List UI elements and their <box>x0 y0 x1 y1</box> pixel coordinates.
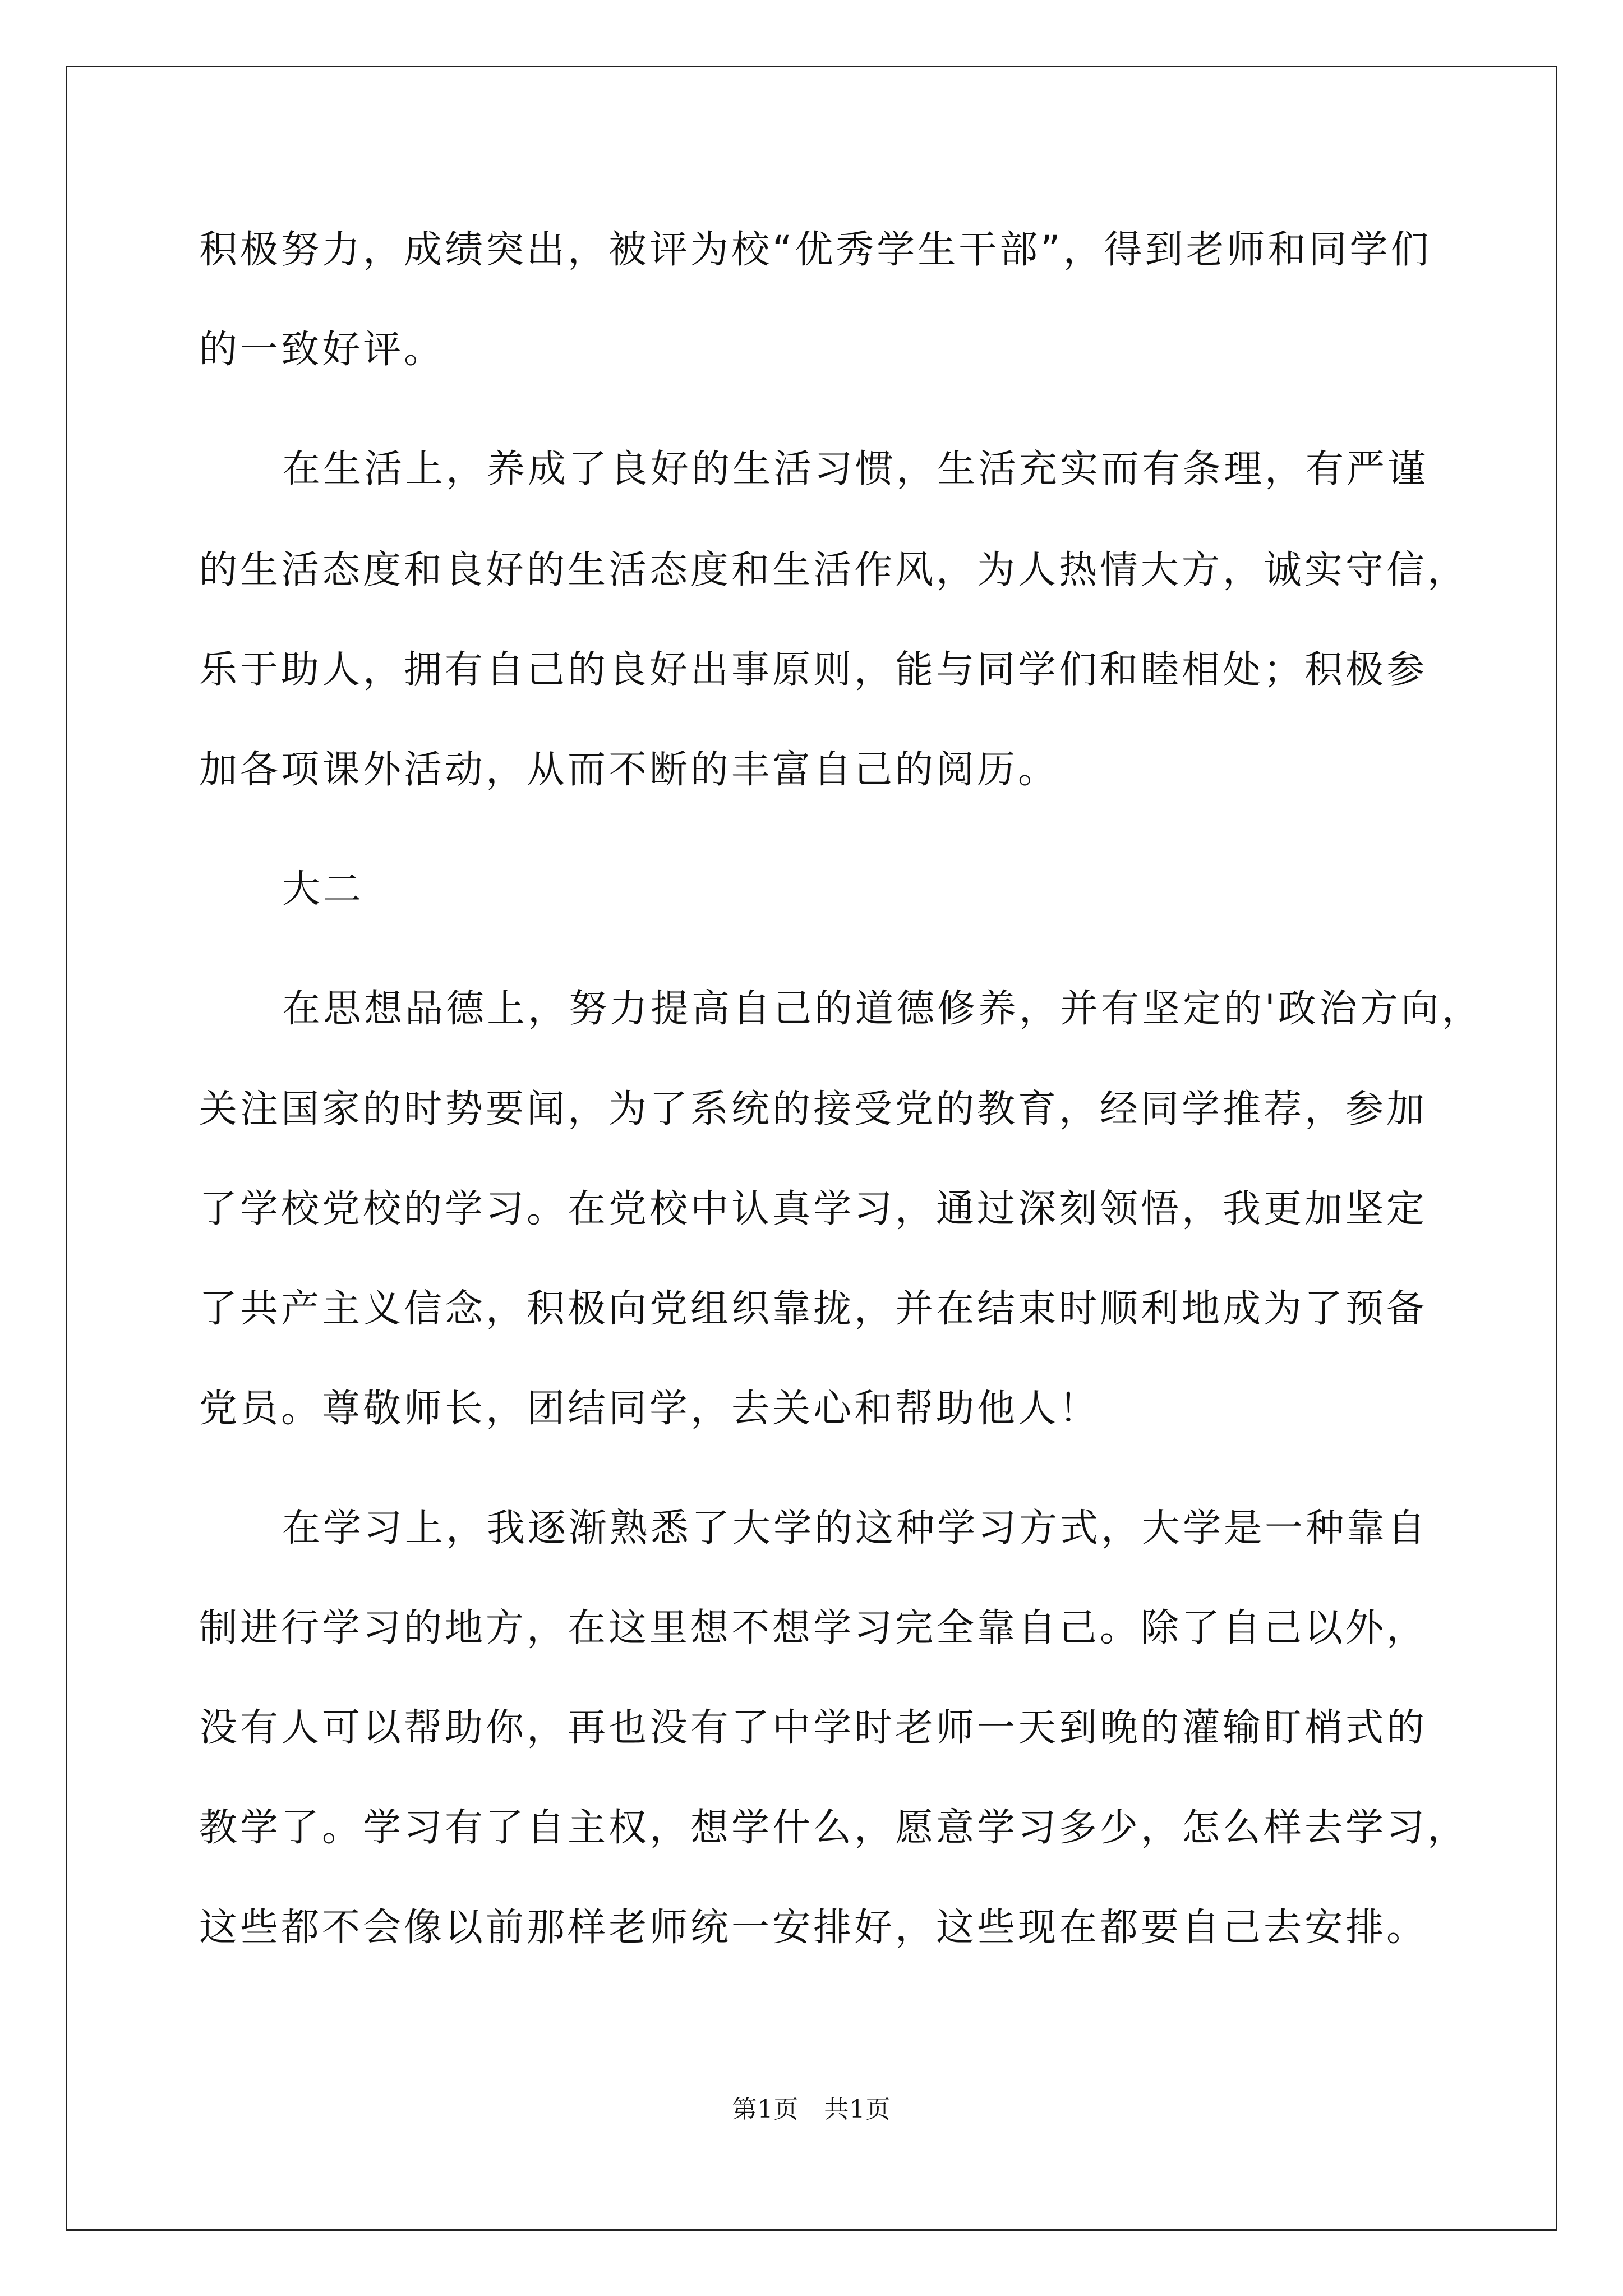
paragraph-start-line: 在生活上，养成了良好的生活习惯，生活充实而有条理，有严谨 <box>282 447 1429 491</box>
paragraph-start-line: 在学习上，我逐渐熟悉了大学的这种学习方式，大学是一种靠自 <box>282 1506 1429 1550</box>
paragraph-start-line: 在思想品德上，努力提高自己的道德修养，并有坚定的'政治方向， <box>282 987 1483 1031</box>
text-line: 关注国家的时势要闻，为了系统的接受党的教育，经同学推荐，参加 <box>199 1087 1428 1131</box>
text-line: 积极努力，成绩突出，被评为校“优秀学生干部”，得到老师和同学们 <box>199 228 1432 272</box>
text-line: 的一致好评。 <box>199 328 445 372</box>
text-line: 党员。尊敬师长，团结同学，去关心和帮助他人！ <box>199 1387 1100 1431</box>
text-line: 没有人可以帮助你，再也没有了中学时老师一天到晚的灌输盯梢式的 <box>199 1706 1428 1750</box>
section-heading: 大二 <box>282 867 365 912</box>
text-line: 乐于助人，拥有自己的良好出事原则，能与同学们和睦相处；积极参 <box>199 648 1428 692</box>
text-line: 了共产主义信念，积极向党组织靠拢，并在结束时顺利地成为了预备 <box>199 1287 1428 1331</box>
text-line: 制进行学习的地方，在这里想不想学习完全靠自己。除了自己以外， <box>199 1606 1428 1650</box>
text-line: 的生活态度和良好的生活态度和生活作风，为人热情大方，诚实守信， <box>199 548 1469 592</box>
text-line: 加各项课外活动，从而不断的丰富自己的阅历。 <box>199 748 1059 792</box>
page-number-footer: 第1页 共1页 <box>732 2095 891 2124</box>
text-line: 了学校党校的学习。在党校中认真学习，通过深刻领悟，我更加坚定 <box>199 1187 1428 1231</box>
text-line: 教学了。学习有了自主权，想学什么，愿意学习多少，怎么样去学习， <box>199 1806 1469 1850</box>
text-line: 这些都不会像以前那样老师统一安排好，这些现在都要自己去安排。 <box>199 1906 1428 1950</box>
